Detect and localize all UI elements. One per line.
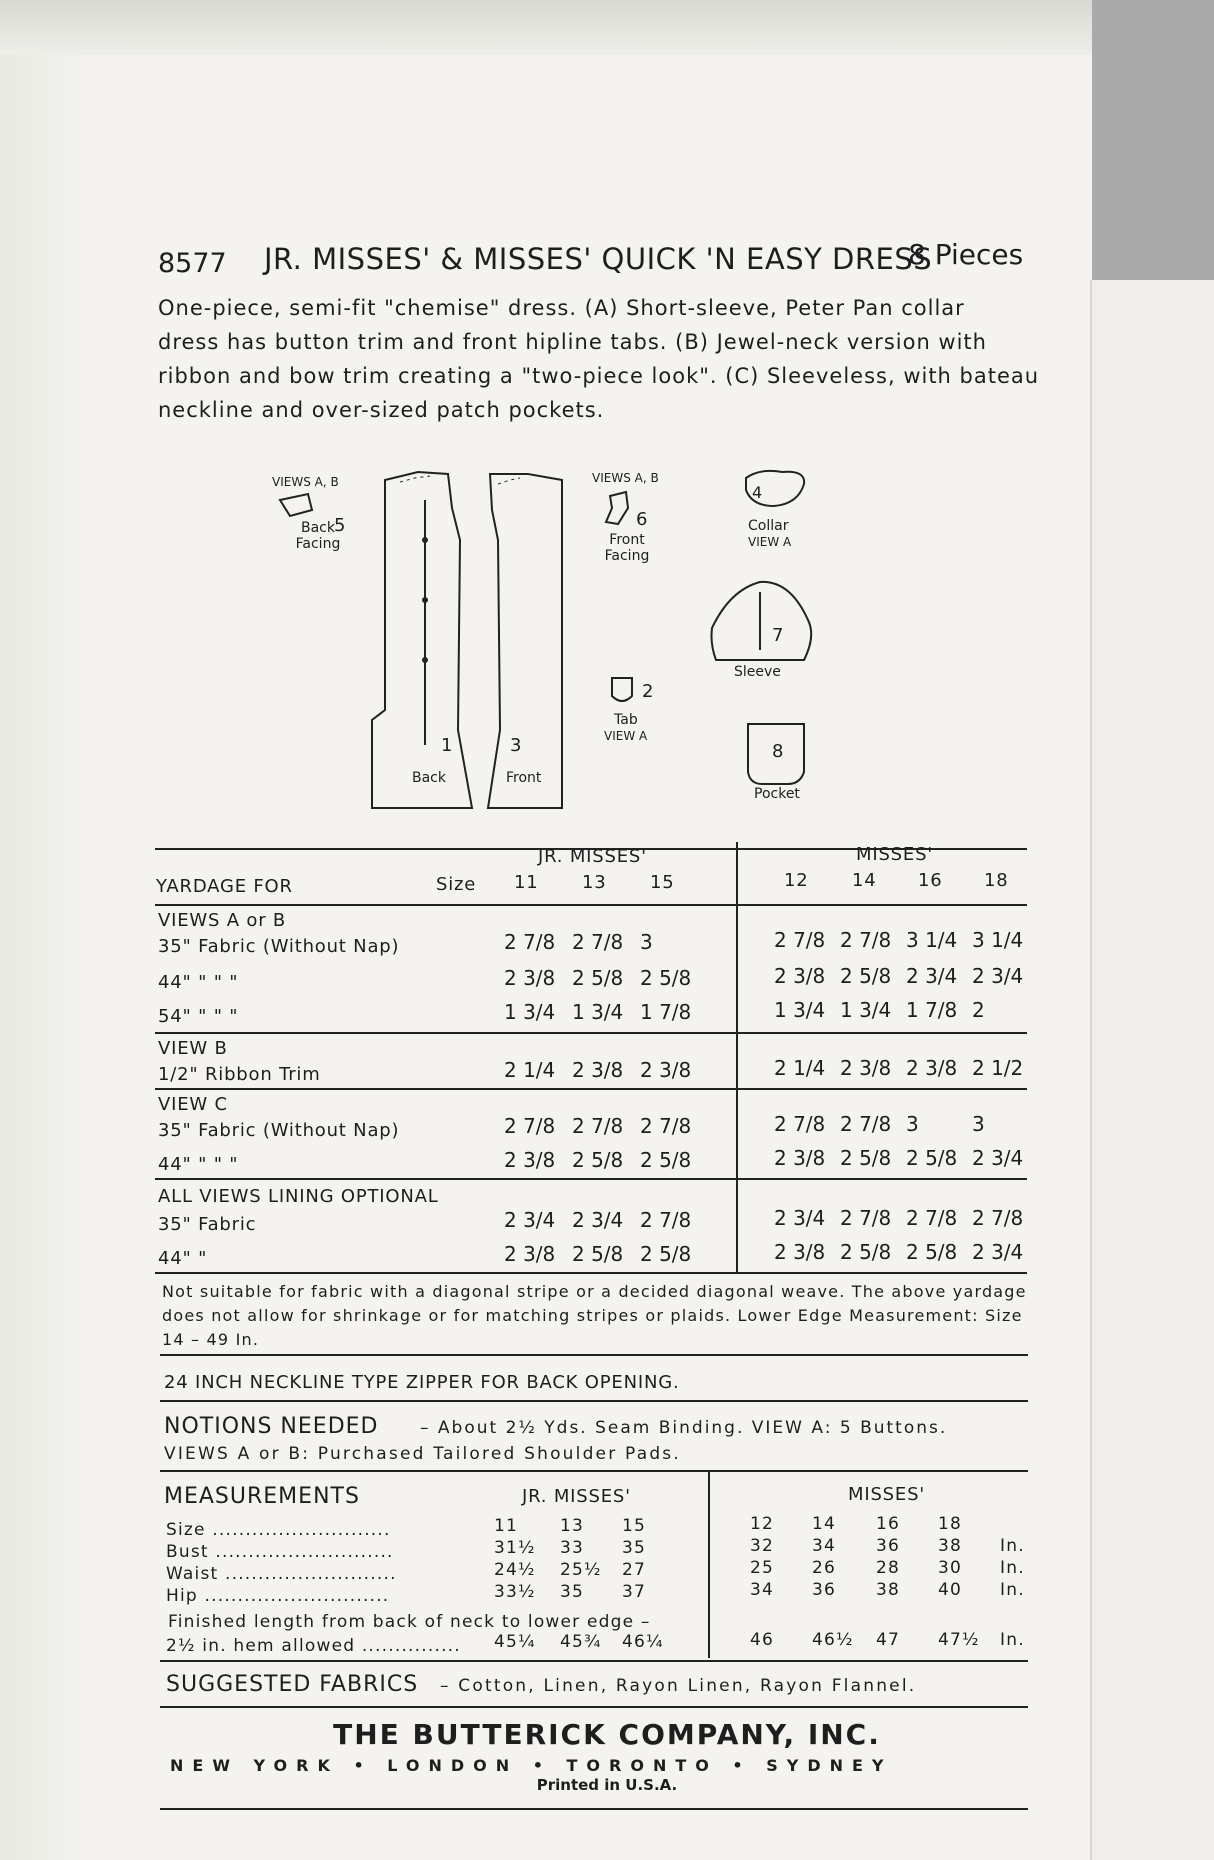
- table-rule: [155, 1032, 1027, 1034]
- yardage-value: 2 3/8: [840, 1056, 892, 1080]
- measure-value: 34: [812, 1536, 837, 1556]
- notions-heading: NOTIONS NEEDED: [164, 1414, 379, 1439]
- note-line: 14 – 49 In.: [162, 1330, 260, 1349]
- yardage-value: 2 3/8: [504, 966, 556, 990]
- yardage-value: 2 5/8: [906, 1240, 958, 1264]
- yardage-value: 3 1/4: [972, 928, 1024, 952]
- yardage-value: 2 3/8: [504, 1242, 556, 1266]
- table-rule: [155, 904, 1027, 906]
- measure-value: 35: [560, 1582, 585, 1602]
- measure-value: 36: [876, 1536, 901, 1556]
- yardage-value: 2 3/8: [774, 964, 826, 988]
- measure-value: 47½: [938, 1630, 980, 1650]
- measure-value: 33½: [494, 1582, 536, 1602]
- pattern-number: 8577: [158, 248, 227, 279]
- sleeve-label: Sleeve: [734, 664, 781, 680]
- misses-header: MISSES': [856, 844, 934, 865]
- collar-label: Collar: [748, 518, 789, 534]
- measure-label: Waist ..........................: [166, 1564, 397, 1584]
- pocket-label: Pocket: [754, 786, 800, 802]
- yardage-value: 2 7/8: [504, 930, 556, 954]
- yardage-value: 2 3/4: [972, 1240, 1024, 1264]
- measure-value: 24½: [494, 1560, 536, 1580]
- jr-size: 11: [514, 872, 539, 893]
- yardage-value: 1 3/4: [774, 998, 826, 1022]
- yardage-value: 1 3/4: [504, 1000, 556, 1024]
- row-label: 35" Fabric (Without Nap): [158, 1120, 400, 1141]
- piece-count: 8 Pieces: [908, 238, 1024, 271]
- row-label: 1/2" Ribbon Trim: [158, 1064, 321, 1085]
- yardage-value: 2 3/4: [972, 964, 1024, 988]
- yardage-value: 2 7/8: [504, 1114, 556, 1138]
- yardage-value: 2 5/8: [906, 1146, 958, 1170]
- yardage-value: 2 7/8: [640, 1208, 692, 1232]
- measure-value: 32: [750, 1536, 775, 1556]
- section-rule: [160, 1400, 1028, 1402]
- table-rule: [155, 1088, 1027, 1090]
- measure-value: 47: [876, 1630, 901, 1650]
- description-line: dress has button trim and front hipline tabs. (B) Jewel-neck version with: [158, 330, 987, 354]
- yardage-value: 1 3/4: [572, 1000, 624, 1024]
- yardage-value: 2 5/8: [572, 1148, 624, 1172]
- fold-line: [1090, 280, 1092, 1860]
- description-line: ribbon and bow trim creating a "two-piece look". (C) Sleeveless, with bateau: [158, 364, 1040, 388]
- measure-value: 12: [750, 1514, 775, 1534]
- company-cities: NEW YORK • LONDON • TORONTO • SYDNEY: [170, 1756, 893, 1775]
- row-label: 35" Fabric: [158, 1214, 257, 1235]
- yardage-value: 2 5/8: [840, 1146, 892, 1170]
- measure-value: 34: [750, 1580, 775, 1600]
- yardage-value: 3: [640, 930, 653, 954]
- yardage-value: 2 5/8: [640, 1148, 692, 1172]
- yardage-value: 2 5/8: [840, 964, 892, 988]
- row-label: 44" ": [158, 1248, 208, 1269]
- jr-misses-header: JR. MISSES': [538, 846, 647, 867]
- yardage-value: 2: [972, 998, 985, 1022]
- yardage-value: 2 3/8: [572, 1058, 624, 1082]
- group-title: ALL VIEWS LINING OPTIONAL: [158, 1186, 439, 1207]
- yardage-value: 1 7/8: [906, 998, 958, 1022]
- section-rule: [160, 1660, 1028, 1662]
- measure-value: 46½: [812, 1630, 854, 1650]
- tab-outline: [612, 678, 632, 701]
- front-facing-label: Front Facing: [604, 532, 650, 565]
- size-label: Size: [436, 874, 477, 895]
- yardage-value: 2 7/8: [774, 928, 826, 952]
- measure-value: 45¼: [494, 1632, 536, 1652]
- yardage-value: 2 3/8: [774, 1146, 826, 1170]
- front-label: Front: [506, 770, 542, 786]
- measure-value: 35: [622, 1538, 647, 1558]
- yardage-value: 1 3/4: [840, 998, 892, 1022]
- row-label: 54" " " ": [158, 1006, 239, 1027]
- length-label: 2½ in. hem allowed ...............: [166, 1636, 461, 1656]
- yardage-value: 2 5/8: [572, 966, 624, 990]
- collar-view: VIEW A: [748, 535, 792, 549]
- collar-number: 4: [752, 483, 763, 502]
- measure-value: 26: [812, 1558, 837, 1578]
- measure-value: 18: [938, 1514, 963, 1534]
- measure-value: 38: [938, 1536, 963, 1556]
- description-line: neckline and over-sized patch pockets.: [158, 398, 605, 422]
- measure-value: 38: [876, 1580, 901, 1600]
- back-facing-label: Back Facing: [295, 520, 341, 553]
- notions-line: – About 2½ Yds. Seam Binding. VIEW A: 5 Buttons.: [420, 1418, 948, 1438]
- yardage-value: 2 1/4: [774, 1056, 826, 1080]
- sleeve-outline: [712, 582, 812, 660]
- measure-value: 36: [812, 1580, 837, 1600]
- row-label: 44" " " ": [158, 972, 239, 993]
- back-facing-views: VIEWS A, B: [272, 475, 339, 489]
- section-rule: [160, 1470, 1028, 1472]
- section-rule: [160, 1354, 1028, 1356]
- measure-label: Bust ...........................: [166, 1542, 394, 1562]
- measure-value: 27: [622, 1560, 647, 1580]
- front-facing-number: 6: [636, 509, 648, 530]
- yardage-value: 2 1/4: [504, 1058, 556, 1082]
- table-rule: [155, 1272, 1027, 1274]
- front-facing-views: VIEWS A, B: [592, 471, 659, 485]
- measure-value: 45¾: [560, 1632, 602, 1652]
- measure-unit: In.: [1000, 1580, 1025, 1600]
- front-piece-outline: [488, 474, 562, 808]
- yardage-value: 2 5/8: [572, 1242, 624, 1266]
- measurements-divider: [708, 1470, 710, 1658]
- back-number: 1: [441, 735, 453, 756]
- notions-line: VIEWS A or B: Purchased Tailored Shoulder Pads.: [164, 1444, 681, 1464]
- measure-value: 30: [938, 1558, 963, 1578]
- company-name: THE BUTTERICK COMPANY, INC.: [333, 1718, 881, 1751]
- yardage-value: 2 3/8: [640, 1058, 692, 1082]
- front-facing-outline: [606, 492, 628, 524]
- zipper-note: 24 INCH NECKLINE TYPE ZIPPER FOR BACK OPENING.: [164, 1372, 680, 1393]
- table-rule: [155, 1178, 1027, 1180]
- section-rule: [160, 1706, 1028, 1708]
- back-piece-outline: [372, 472, 472, 808]
- jr-size: 13: [582, 872, 607, 893]
- measure-value: 33: [560, 1538, 585, 1558]
- yardage-value: 2 7/8: [840, 928, 892, 952]
- table-column-divider: [736, 842, 738, 1272]
- group-title: VIEW C: [158, 1094, 228, 1115]
- yardage-heading: YARDAGE FOR: [156, 876, 293, 897]
- measure-label: Hip ............................: [166, 1586, 390, 1606]
- yardage-value: 2 5/8: [640, 1242, 692, 1266]
- measure-value: 46: [750, 1630, 775, 1650]
- yardage-value: 2 3/4: [972, 1146, 1024, 1170]
- measure-unit: In.: [1000, 1630, 1025, 1650]
- measure-value: 37: [622, 1582, 647, 1602]
- measure-value: 28: [876, 1558, 901, 1578]
- row-label: 44" " " ": [158, 1154, 239, 1175]
- yardage-value: 2 7/8: [640, 1114, 692, 1138]
- envelope-flap-shadow: [1092, 0, 1214, 280]
- yardage-value: 3: [972, 1112, 985, 1136]
- tab-label: Tab: [614, 712, 638, 728]
- description-line: One-piece, semi-fit "chemise" dress. (A) Short-sleeve, Peter Pan collar: [158, 296, 965, 320]
- length-description: Finished length from back of neck to lower edge –: [168, 1612, 651, 1632]
- measure-value: 25: [750, 1558, 775, 1578]
- measure-value: 16: [876, 1514, 901, 1534]
- yardage-value: 2 3/4: [572, 1208, 624, 1232]
- misses-size: 16: [918, 870, 943, 891]
- measurements-jr-header: JR. MISSES': [522, 1486, 631, 1507]
- pattern-pieces-diagram: [260, 460, 820, 820]
- note-line: Not suitable for fabric with a diagonal stripe or a decided diagonal weave. The above yardage: [162, 1282, 1027, 1301]
- yardage-value: 2 3/4: [774, 1206, 826, 1230]
- measure-value: 46¼: [622, 1632, 664, 1652]
- yardage-value: 2 7/8: [572, 930, 624, 954]
- measure-value: 14: [812, 1514, 837, 1534]
- measure-value: 11: [494, 1516, 519, 1536]
- sleeve-number: 7: [772, 625, 784, 646]
- measure-label: Size ...........................: [166, 1520, 391, 1540]
- group-title: VIEW B: [158, 1038, 228, 1059]
- jr-size: 15: [650, 872, 675, 893]
- yardage-value: 2 3/4: [906, 964, 958, 988]
- measurements-heading: MEASUREMENTS: [164, 1484, 360, 1509]
- yardage-value: 2 7/8: [774, 1112, 826, 1136]
- torn-top-edge: [0, 0, 1214, 55]
- fabrics-list: – Cotton, Linen, Rayon Linen, Rayon Flannel.: [440, 1676, 917, 1696]
- back-facing-number: 5: [334, 515, 346, 536]
- measure-value: 13: [560, 1516, 585, 1536]
- measure-unit: In.: [1000, 1536, 1025, 1556]
- misses-size: 14: [852, 870, 877, 891]
- yardage-value: 2 7/8: [972, 1206, 1024, 1230]
- front-number: 3: [510, 735, 522, 756]
- bottom-rule: [160, 1808, 1028, 1810]
- tab-view: VIEW A: [604, 729, 648, 743]
- note-line: does not allow for shrinkage or for matching stripes or plaids. Lower Edge Measurement: Size: [162, 1306, 1023, 1325]
- group-title: VIEWS A or B: [158, 910, 287, 931]
- yardage-value: 2 3/8: [774, 1240, 826, 1264]
- yardage-value: 2 3/8: [906, 1056, 958, 1080]
- measure-unit: In.: [1000, 1558, 1025, 1578]
- yardage-value: 2 7/8: [572, 1114, 624, 1138]
- pattern-title: JR. MISSES' & MISSES' QUICK 'N EASY DRESS: [264, 242, 933, 276]
- measure-value: 15: [622, 1516, 647, 1536]
- measure-value: 25½: [560, 1560, 602, 1580]
- envelope-side-flap: [1092, 280, 1214, 1860]
- yardage-value: 2 7/8: [840, 1112, 892, 1136]
- yardage-value: 3: [906, 1112, 919, 1136]
- fabrics-heading: SUGGESTED FABRICS: [166, 1672, 419, 1697]
- misses-size: 12: [784, 870, 809, 891]
- yardage-value: 1 7/8: [640, 1000, 692, 1024]
- yardage-value: 2 7/8: [840, 1206, 892, 1230]
- yardage-value: 2 3/8: [504, 1148, 556, 1172]
- yardage-value: 2 5/8: [840, 1240, 892, 1264]
- yardage-value: 3 1/4: [906, 928, 958, 952]
- measurements-misses-header: MISSES': [848, 1484, 926, 1505]
- back-facing-outline: [280, 494, 312, 516]
- row-label: 35" Fabric (Without Nap): [158, 936, 400, 957]
- back-label: Back: [412, 770, 446, 786]
- yardage-value: 2 7/8: [906, 1206, 958, 1230]
- yardage-value: 2 1/2: [972, 1056, 1024, 1080]
- yardage-value: 2 3/4: [504, 1208, 556, 1232]
- tab-number: 2: [642, 681, 654, 702]
- pocket-number: 8: [772, 741, 784, 762]
- yardage-value: 2 5/8: [640, 966, 692, 990]
- measure-value: 40: [938, 1580, 963, 1600]
- printed-in: Printed in U.S.A.: [536, 1776, 678, 1794]
- measure-value: 31½: [494, 1538, 536, 1558]
- misses-size: 18: [984, 870, 1009, 891]
